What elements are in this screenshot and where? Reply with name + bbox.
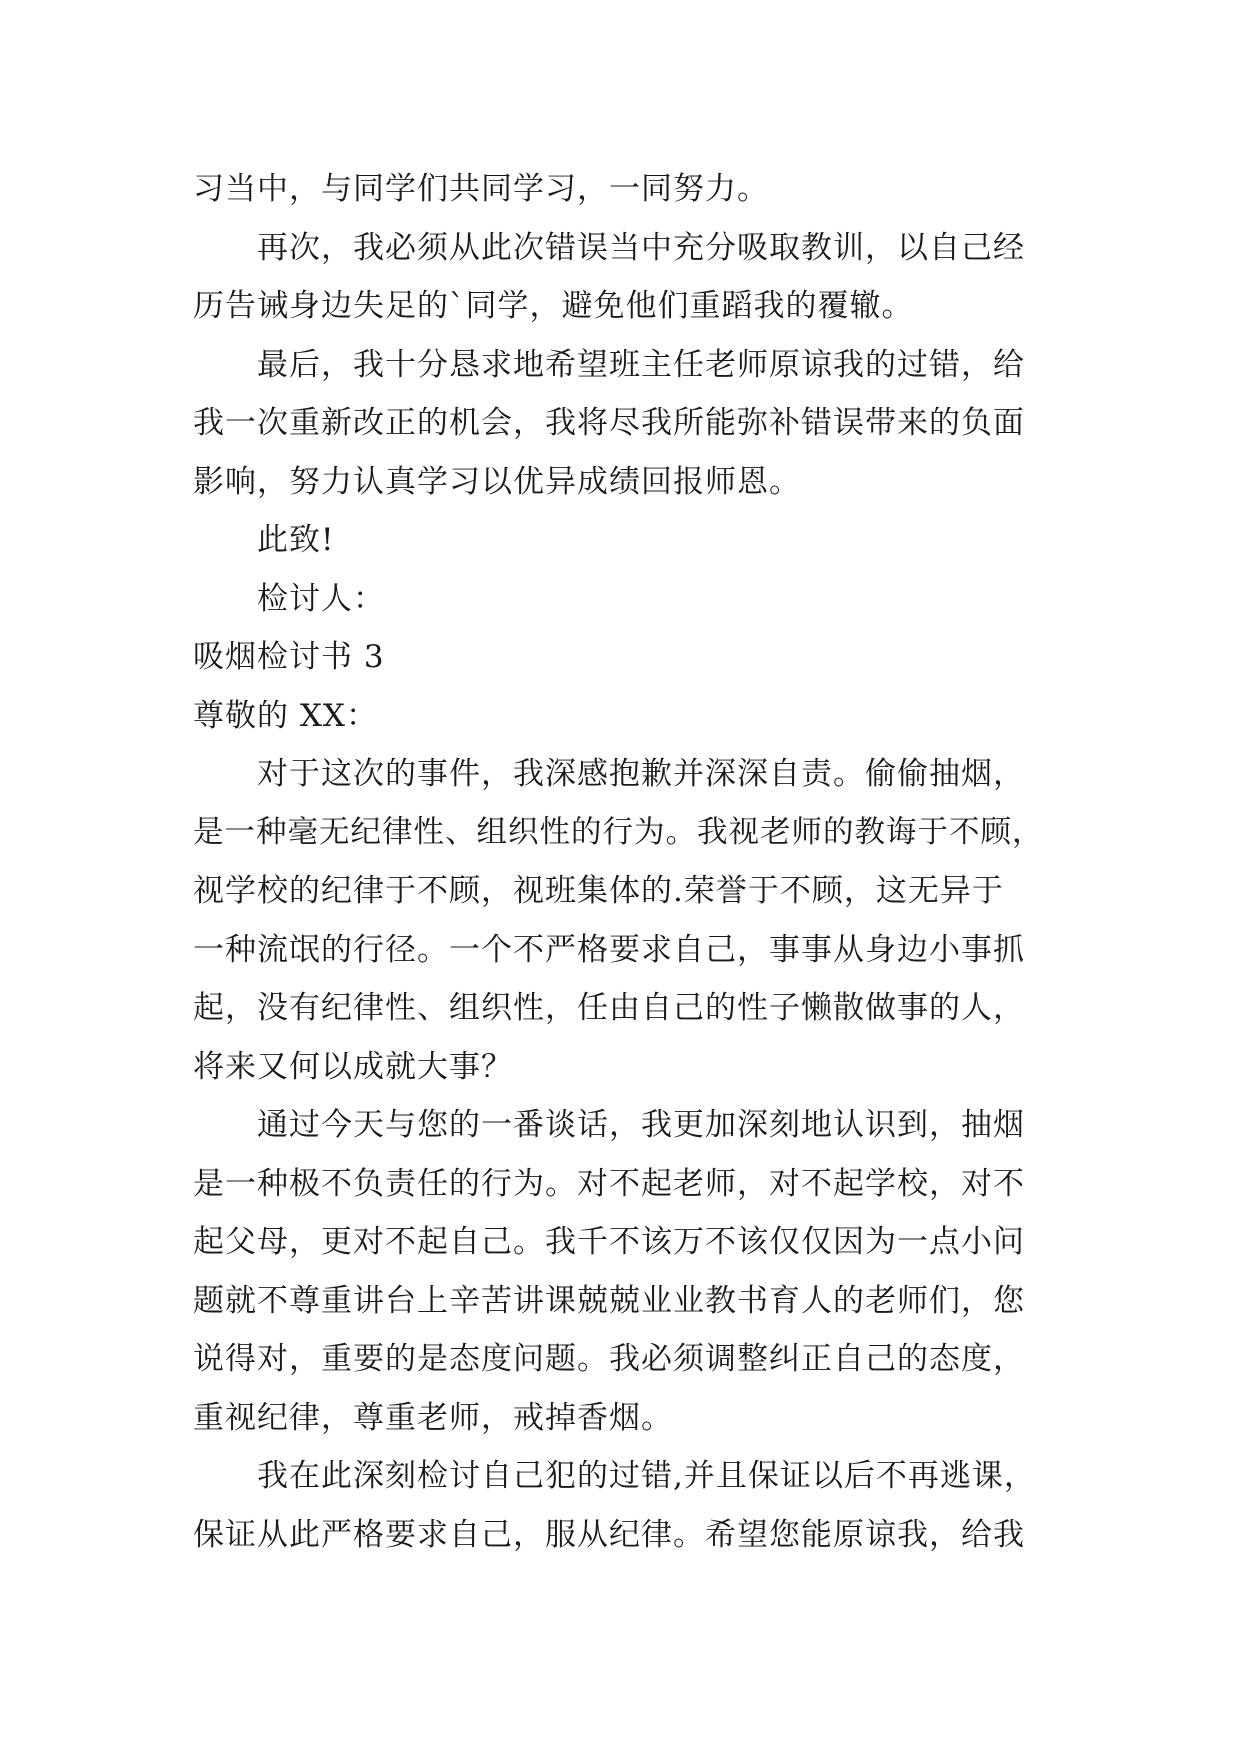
- paragraph-first-line: 对于这次的事件，我深感抱歉并深深自责。偷偷抽烟，: [257, 756, 1025, 792]
- body-line: 视学校的纪律于不顾，视班集体的.荣誉于不顾，这无异于: [193, 873, 1004, 909]
- body-line: 是一种毫无纪律性、组织性的行为。我视老师的教诲于不顾，: [193, 814, 1044, 850]
- paragraph-first-line: 通过今天与您的一番谈话，我更加深刻地认识到，抽烟: [257, 1107, 1025, 1143]
- body-line: 习当中，与同学们共同学习，一同努力。: [193, 171, 769, 207]
- document-body: [193, 160, 1055, 1564]
- body-line: 说得对，重要的是态度问题。我必须调整纠正自己的态度，: [193, 1341, 1025, 1377]
- body-line: 起父母，更对不起自己。我千不该万不该仅仅因为一点小问: [193, 1224, 1025, 1260]
- paragraph-first-line: 再次，我必须从此次错误当中充分吸取教训，以自己经: [257, 229, 1025, 266]
- body-line: 影响，努力认真学习以优异成绩回报师恩。: [193, 463, 801, 500]
- section-title: 吸烟检讨书 3: [193, 639, 385, 675]
- signature-label: 检讨人：: [257, 580, 385, 617]
- paragraph-first-line: 最后，我十分恳求地希望班主任老师原谅我的过错，给: [257, 346, 1025, 383]
- closing-salutation: 此致!: [257, 522, 335, 558]
- body-line: 历告诫身边失足的`同学，避免他们重蹈我的覆辙。: [193, 288, 914, 324]
- greeting: 尊敬的 XX：: [193, 697, 378, 734]
- paragraph-first-line: 我在此深刻检讨自己犯的过错,并且保证以后不再逃课，: [257, 1458, 1036, 1494]
- body-line: 起，没有纪律性、组织性，任由自己的性子懒散做事的人，: [193, 990, 1025, 1026]
- body-line: 将来又何以成就大事？: [193, 1048, 513, 1085]
- body-line: 重视纪律，尊重老师，戒掉香烟。: [193, 1399, 673, 1436]
- body-line: 我一次重新改正的机会，我将尽我所能弥补错误带来的负面: [193, 405, 1025, 441]
- body-line: 题就不尊重讲台上辛苦讲课兢兢业业教书育人的老师们，您: [193, 1282, 1025, 1319]
- body-line: 是一种极不负责任的行为。对不起老师，对不起学校，对不: [193, 1165, 1025, 1202]
- body-line: 一种流氓的行径。一个不严格要求自己，事事从身边小事抓: [193, 931, 1025, 968]
- body-line: 保证从此严格要求自己，服从纪律。希望您能原谅我，给我: [193, 1516, 1025, 1553]
